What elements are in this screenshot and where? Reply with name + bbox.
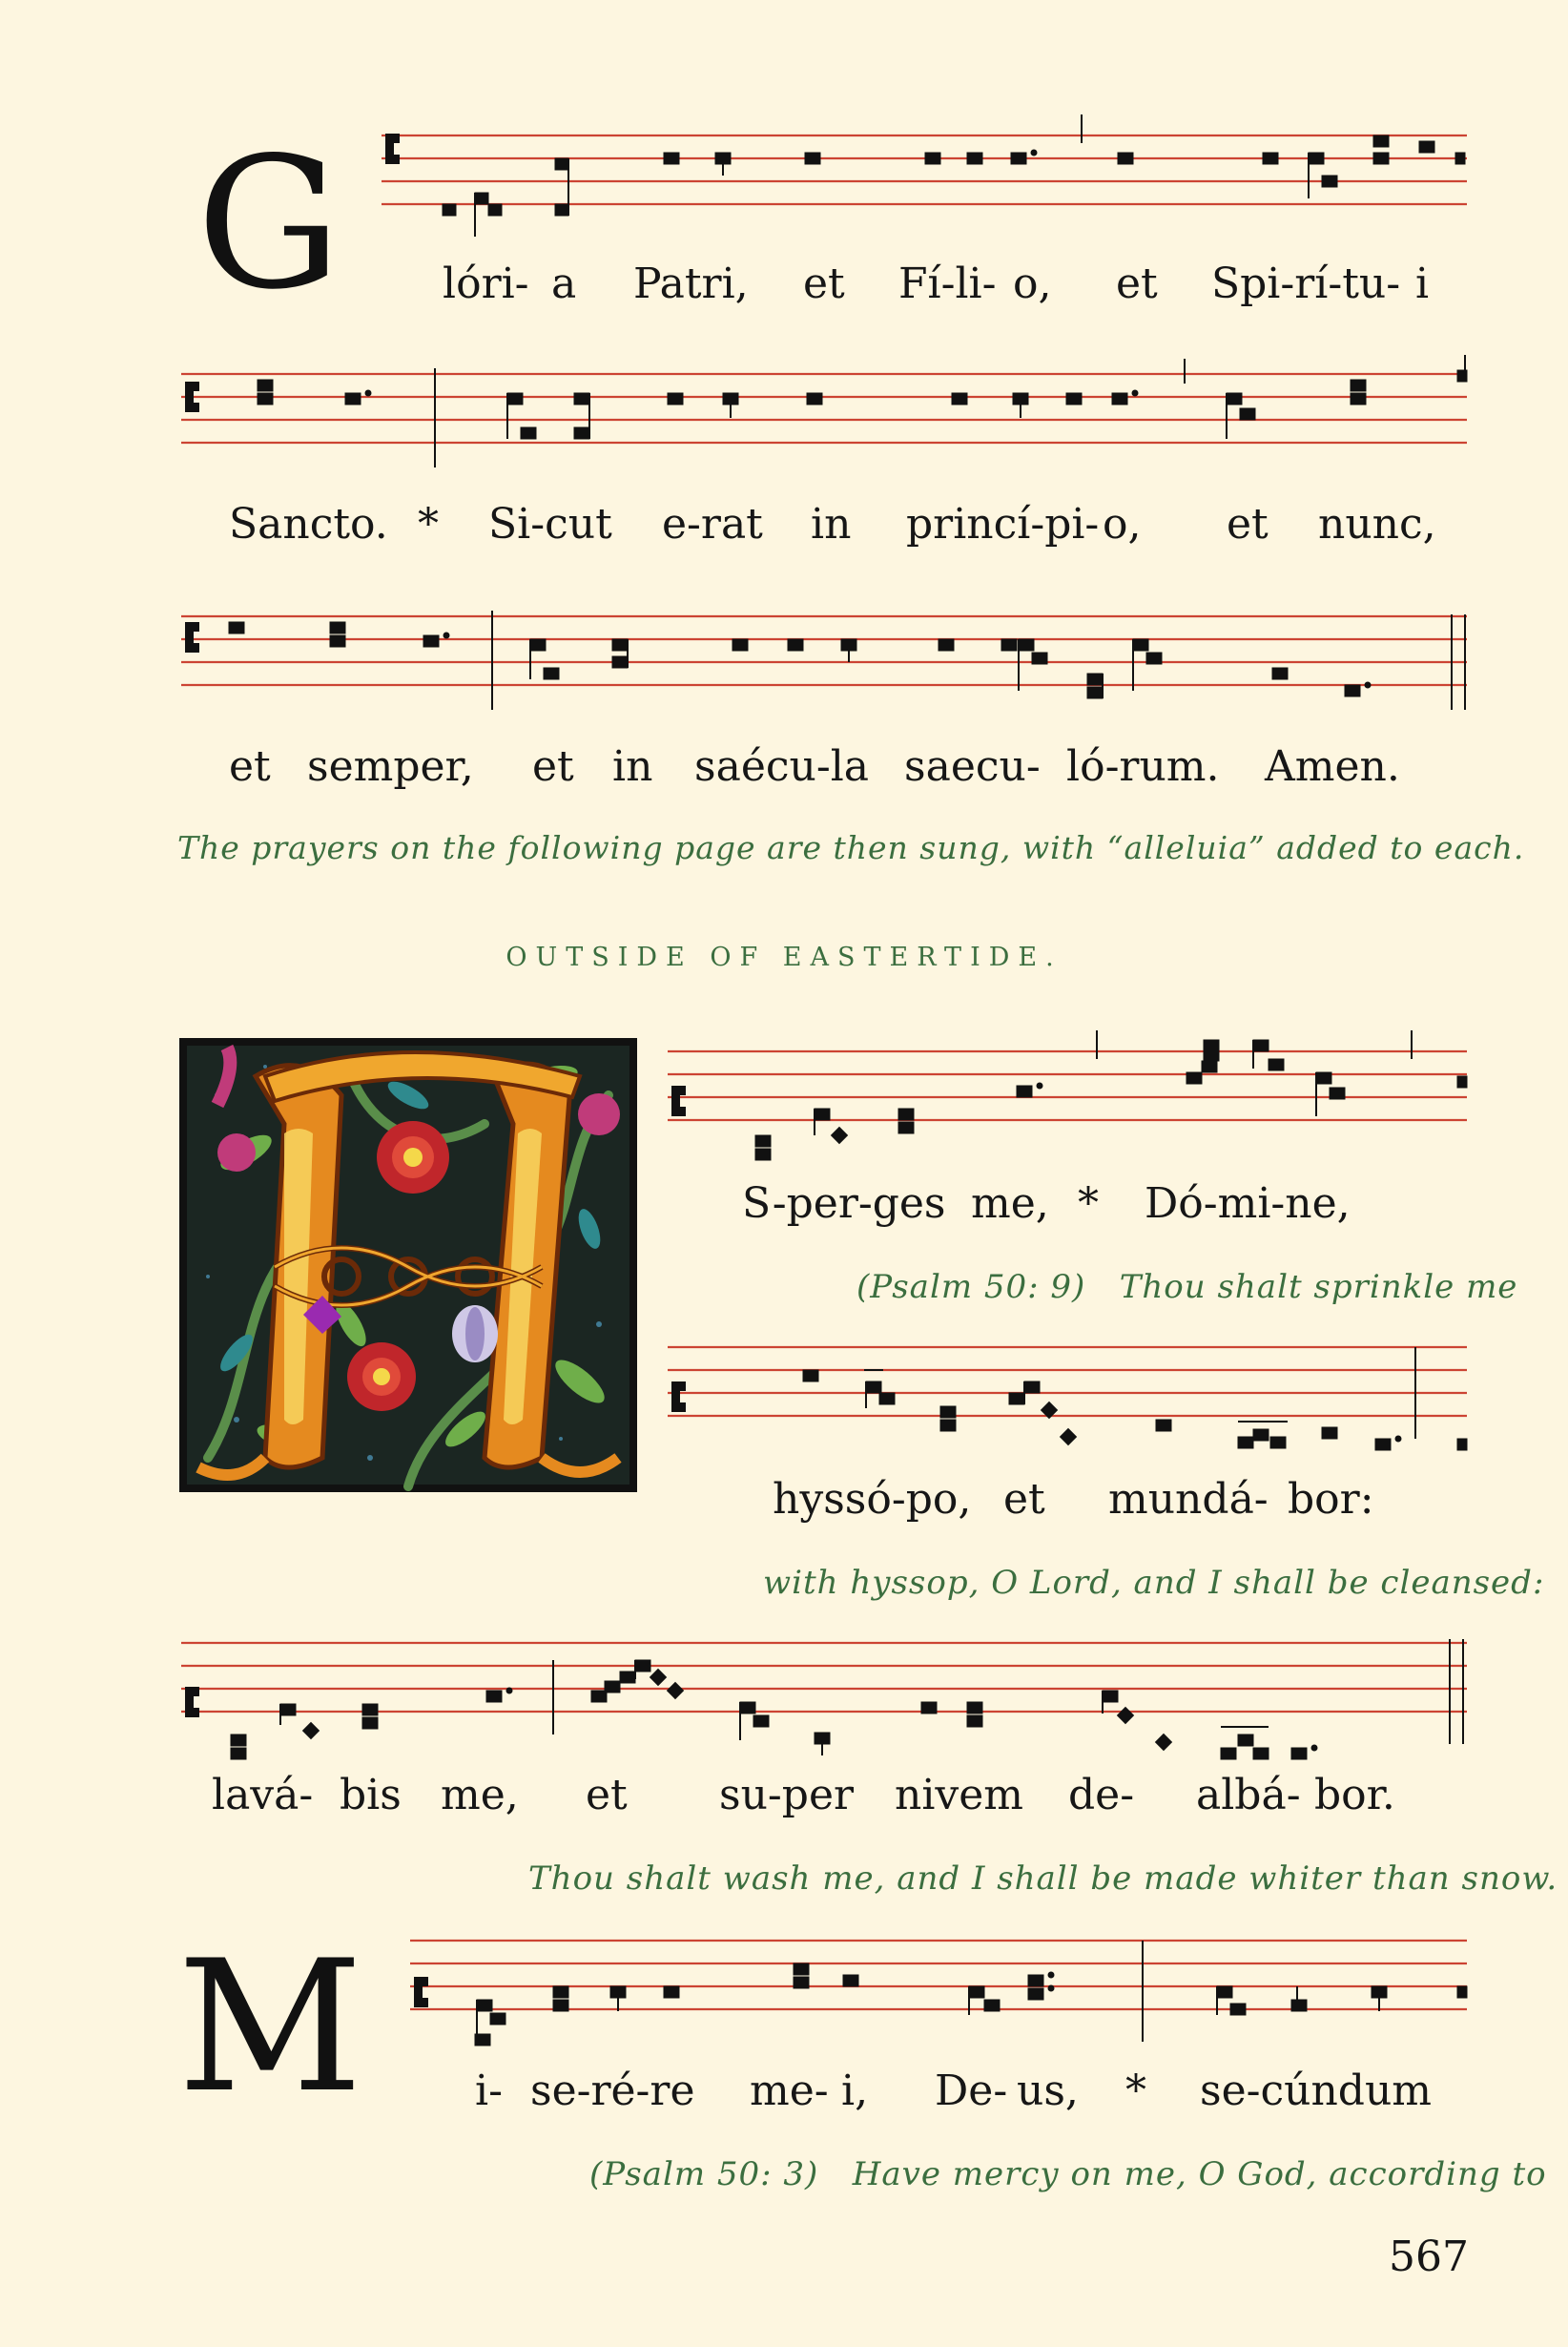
translation-line: (Psalm 50: 9) Thou shalt sprinkle me bbox=[856, 1268, 1518, 1306]
translation-line: Thou shalt wash me, and I shall be made whiter than snow. bbox=[528, 1859, 1558, 1898]
lyric-syllable: lóri- bbox=[443, 260, 529, 308]
lyric-syllable: Spi-rí-tu- bbox=[1211, 260, 1401, 308]
staff-3 bbox=[181, 597, 1469, 721]
lyric-syllable: i- bbox=[475, 2067, 503, 2115]
lyric-syllable: nivem bbox=[895, 1771, 1024, 1819]
lyric-syllable: o, bbox=[1103, 500, 1142, 549]
lyric-syllable: Fí-li- bbox=[898, 260, 997, 308]
lyric-syllable: hyssó-po, bbox=[773, 1475, 972, 1524]
lyric-syllable: me, bbox=[441, 1771, 519, 1819]
lyric-syllable: et bbox=[1003, 1475, 1045, 1524]
lyric-syllable: albá- bbox=[1196, 1771, 1301, 1819]
lyric-syllable: e-rat bbox=[662, 500, 763, 549]
lyric-syllable: saécu-la bbox=[694, 742, 870, 791]
lyric-syllable: se-ré-re bbox=[530, 2067, 695, 2115]
lyric-syllable: se-cúndum bbox=[1200, 2067, 1433, 2115]
lyric-syllable: i, bbox=[841, 2067, 869, 2115]
lyric-syllable: ló-rum. bbox=[1066, 742, 1220, 791]
lyric-syllable: a bbox=[551, 260, 577, 308]
lyric-syllable: me- bbox=[750, 2067, 829, 2115]
lyric-syllable: et bbox=[586, 1771, 628, 1819]
lyric-syllable: i bbox=[1415, 260, 1430, 308]
translation-line: (Psalm 50: 3) Have mercy on me, O God, according to bbox=[589, 2155, 1547, 2193]
lyric-syllable: lavá- bbox=[212, 1771, 314, 1819]
staff-4 bbox=[668, 1030, 1469, 1164]
rubric-note: The prayers on the following page are then sung, with “alleluia” added to each. bbox=[177, 829, 1525, 866]
staff-6 bbox=[181, 1622, 1469, 1765]
lyric-syllable: Amen. bbox=[1265, 742, 1400, 791]
lyric-syllable: De- bbox=[935, 2067, 1008, 2115]
lyric-syllable: Si-cut bbox=[488, 500, 612, 549]
staff-2 bbox=[181, 355, 1469, 488]
lyric-syllable: Patri, bbox=[633, 260, 749, 308]
lyric-syllable: et bbox=[1116, 260, 1158, 308]
lyric-syllable: et bbox=[229, 742, 271, 791]
lyric-syllable: bor. bbox=[1314, 1771, 1395, 1819]
lyric-syllable: in bbox=[811, 500, 852, 549]
lyric-syllable: o, bbox=[1013, 260, 1052, 308]
staff-7 bbox=[410, 1920, 1469, 2063]
lyric-syllable: et bbox=[803, 260, 845, 308]
page-number: 567 bbox=[1389, 2233, 1469, 2281]
lyric-syllable: bor: bbox=[1288, 1475, 1374, 1524]
illuminated-letter-a-icon bbox=[179, 1038, 637, 1492]
staff-5 bbox=[668, 1326, 1469, 1460]
lyric-syllable: in bbox=[612, 742, 653, 791]
translation-line: with hyssop, O Lord, and I shall be cleansed: bbox=[763, 1564, 1545, 1602]
lyric-syllable: et bbox=[532, 742, 574, 791]
lyric-syllable: us, bbox=[1017, 2067, 1079, 2115]
lyric-syllable: S-per-ges bbox=[742, 1179, 946, 1228]
staff-1 bbox=[382, 114, 1469, 248]
lyric-syllable: * bbox=[1125, 2067, 1146, 2115]
lyric-syllable: me, bbox=[971, 1179, 1049, 1228]
lyric-syllable: * bbox=[1078, 1179, 1099, 1228]
drop-cap-g: G bbox=[196, 118, 341, 329]
section-heading: OUTSIDE OF EASTERTIDE. bbox=[505, 943, 1063, 972]
lyric-syllable: princí-pi- bbox=[906, 500, 1100, 549]
lyric-syllable: su-per bbox=[719, 1771, 855, 1819]
lyric-syllable: saecu- bbox=[904, 742, 1041, 791]
lyric-syllable: * bbox=[418, 500, 439, 549]
lyric-syllable: nunc, bbox=[1318, 500, 1436, 549]
drop-cap-m: M bbox=[177, 1921, 363, 2132]
lyric-syllable: semper, bbox=[307, 742, 474, 791]
lyric-syllable: mundá- bbox=[1108, 1475, 1269, 1524]
lyric-syllable: et bbox=[1227, 500, 1269, 549]
lyric-syllable: de- bbox=[1068, 1771, 1135, 1819]
lyric-syllable: Sancto. bbox=[229, 500, 388, 549]
lyric-syllable: bis bbox=[340, 1771, 402, 1819]
lyric-syllable: Dó-mi-ne, bbox=[1145, 1179, 1351, 1228]
